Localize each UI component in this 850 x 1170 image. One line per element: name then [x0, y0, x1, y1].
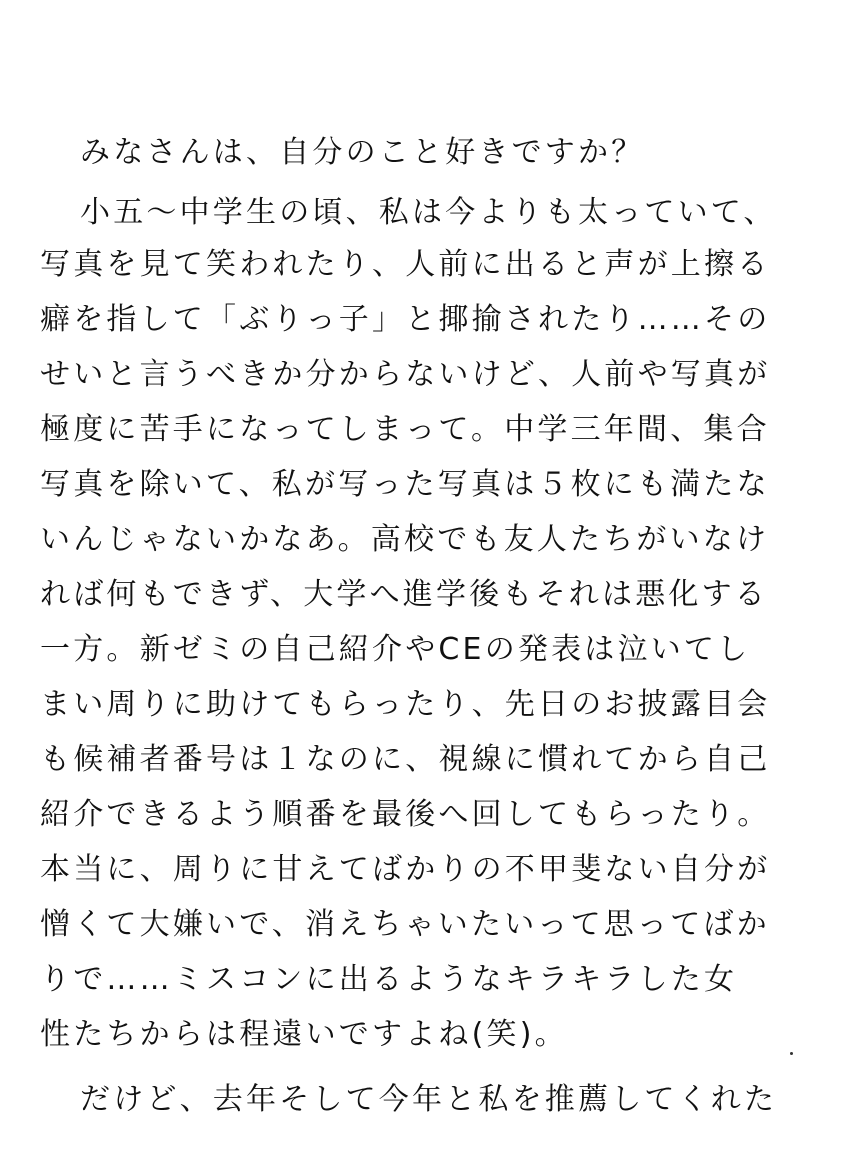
text-line-1: みなさんは、自分のこと好きですか？: [80, 135, 645, 170]
text-line-14: 本当に、周りに甘えてばかりの不甲斐ない自分が: [40, 852, 771, 887]
text-line-5: せいと言うべきか分からないけど、人前や写真が: [40, 357, 771, 392]
text-line-16: りで……ミスコンに出るようなキラキラした女: [40, 962, 738, 997]
text-line-7: 写真を除いて、私が写った写真は５枚にも満たな: [40, 467, 770, 502]
text-line-12: も候補者番号は１なのに、視線に慣れてから自己: [40, 742, 771, 777]
scan-speck: [790, 1052, 793, 1055]
text-line-10: 一方。新ゼミの自己紹介やCEの発表は泣いてし: [40, 632, 751, 667]
text-line-3: 写真を見て笑われたり、人前に出ると声が上擦る: [40, 247, 771, 282]
text-line-18: だけど、去年そして今年と私を推薦してくれた: [80, 1082, 778, 1117]
text-line-6: 極度に苦手になってしまって。中学三年間、集合: [40, 412, 770, 447]
text-line-2: 小五〜中学生の頃、私は今よりも太っていて、: [80, 195, 777, 230]
text-line-13: 紹介できるよう順番を最後へ回してもらったり。: [40, 797, 771, 832]
text-line-17: 性たちからは程遠いですよね(笑)。: [40, 1017, 568, 1052]
text-line-11: まい周りに助けてもらったり、先日のお披露目会: [40, 687, 771, 722]
text-line-15: 憎くて大嫌いで、消えちゃいたいって思ってばか: [40, 907, 770, 942]
text-line-9: れば何もできず、大学へ進学後もそれは悪化する: [40, 577, 768, 612]
text-line-4: 癖を指して「ぶりっ子」と揶揄されたり……その: [40, 302, 771, 337]
text-line-8: いんじゃないかなあ。高校でも友人たちがいなけ: [40, 522, 770, 557]
